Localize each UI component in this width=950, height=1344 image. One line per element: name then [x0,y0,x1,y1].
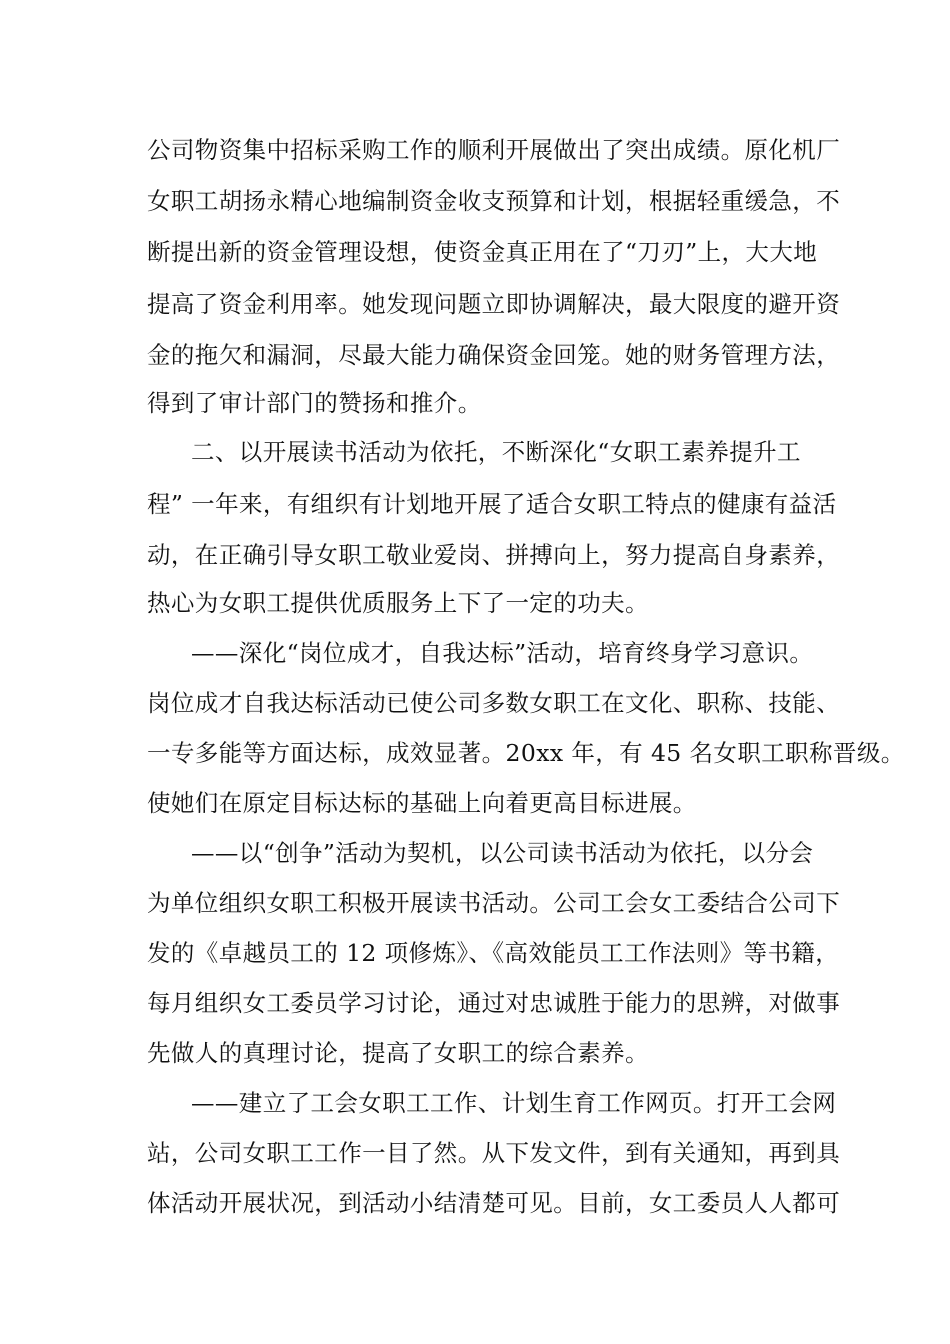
text-line: 体活动开展状况，到活动小结清楚可见。目前，女工委员人人都可 [147,1189,841,1217]
text-line: 发的《卓越员工的 12 项修炼》、《高效能员工工作法则》等书籍， [147,939,840,967]
text-line: 先做人的真理讨论，提高了女职工的综合素养。 [147,1039,649,1067]
text-line: 动，在正确引导女职工敬业爱岗、拼搏向上，努力提高自身素养， [147,541,841,569]
bullet-line: ——以“创争”活动为契机，以公司读书活动为依托，以分会 [191,839,814,867]
text-line: 一专多能等方面达标，成效显著。20xx 年，有 45 名女职工职称晋级。 [147,739,905,767]
text-line: 金的拖欠和漏洞，尽最大能力确保资金回笼。她的财务管理方法， [147,341,841,369]
bullet-line: ——建立了工会女职工工作、计划生育工作网页。打开工会网 [191,1089,837,1117]
text-line: 提高了资金利用率。她发现问题立即协调解决，最大限度的避开资 [147,290,841,318]
text-line: 断提出新的资金管理设想，使资金真正用在了“刀刃”上，大大地 [147,238,818,266]
text-line: 使她们在原定目标达标的基础上向着更高目标进展。 [147,789,697,817]
text-line: 每月组织女工委员学习讨论，通过对忠诚胜于能力的思辨，对做事 [147,989,841,1017]
text-line: 女职工胡扬永精心地编制资金收支预算和计划，根据轻重缓急，不 [147,187,841,215]
section-heading-line: 二、以开展读书活动为依托，不断深化“女职工素养提升工 [191,438,801,466]
text-line: 得到了审计部门的赞扬和推介。 [147,389,482,417]
text-line: 站，公司女职工工作一目了然。从下发文件，到有关通知，再到具 [147,1139,841,1167]
text-line: 岗位成才自我达标活动已使公司多数女职工在文化、职称、技能、 [147,689,841,717]
bullet-line: ——深化“岗位成才，自我达标”活动，培育终身学习意识。 [191,639,814,667]
text-line: 程” 一年来，有组织有计划地开展了适合女职工特点的健康有益活 [147,490,837,518]
text-line: 公司物资集中招标采购工作的顺利开展做出了突出成绩。原化机厂 [147,136,841,164]
text-line: 为单位组织女职工积极开展读书活动。公司工会女工委结合公司下 [147,889,841,917]
text-line: 热心为女职工提供优质服务上下了一定的功夫。 [147,589,649,617]
